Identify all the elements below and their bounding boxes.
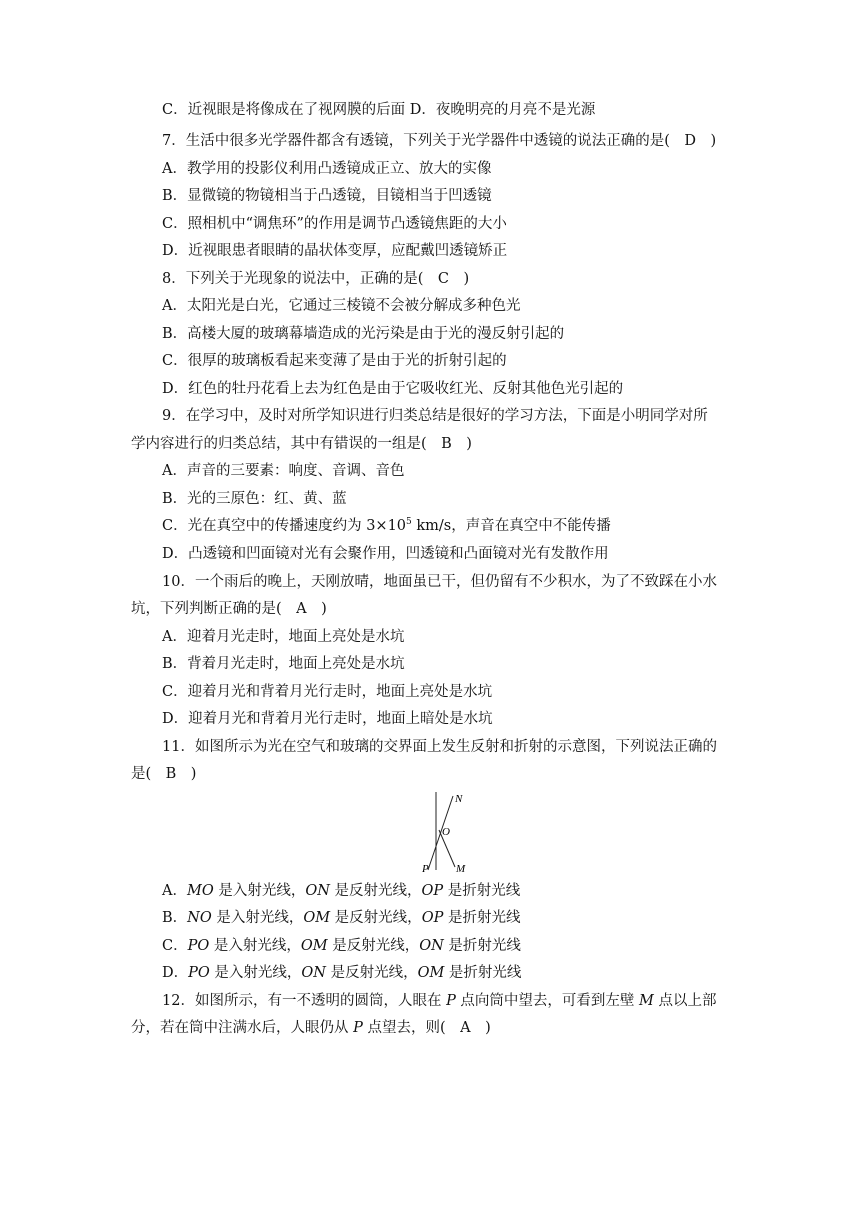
q10-option-b: B．背着月光走时，地面上亮处是水坑 [162, 656, 405, 672]
ray-name: OM [417, 965, 445, 981]
reflection-refraction-diagram [408, 790, 488, 874]
ray-name: PO [188, 965, 210, 981]
option-prefix: D． [162, 965, 189, 981]
option-text: 是入射光线， [209, 938, 301, 954]
q8-option-d: D．红色的牡丹花看上去为红色是由于它吸收红光、反射其他色光引起的 [162, 381, 624, 397]
point-label: M [639, 993, 654, 1009]
option-text: 是入射光线， [213, 883, 306, 899]
q11-option-d [162, 963, 521, 983]
option-text: 是折射光线 [443, 883, 521, 899]
label-n: N [455, 793, 463, 805]
label-p: P [422, 863, 429, 874]
option-text: 是入射光线， [209, 965, 302, 981]
q9-option-a: A．声音的三要素：响度、音调、音色 [162, 463, 405, 479]
q10-option-a: A．迎着月光走时，地面上亮处是水坑 [162, 629, 405, 645]
q10-stem-line1: 10．一个雨后的晚上，天刚放晴，地面虽已干，但仍留有不少积水，为了不致踩在小水 [162, 574, 717, 590]
option-text: 是入射光线， [211, 910, 304, 926]
q11-stem-line2: 是( B ) [131, 766, 197, 782]
ray-name: OM [300, 938, 328, 954]
q8-option-c: C．很厚的玻璃板看起来变薄了是由于光的折射引起的 [162, 353, 507, 369]
option-prefix: B． [162, 910, 188, 926]
q8-option-b: B．高楼大厦的玻璃幕墙造成的光污染是由于光的漫反射引起的 [162, 326, 565, 342]
q10-stem-line2: 坑，下列判断正确的是( A ) [131, 601, 327, 617]
q8-option-a: A．太阳光是白光，它通过三棱镜不会被分解成多种色光 [162, 298, 521, 314]
option-prefix: C． [162, 938, 188, 954]
q8-stem: 8．下列关于光现象的说法中，正确的是( C ) [162, 271, 470, 287]
option-text: 是反射光线， [327, 938, 420, 954]
ray-name: OP [421, 910, 444, 926]
q6-option-c-d: C．近视眼是将像成在了视网膜的后面 D．夜晚明亮的月亮不是光源 [162, 102, 596, 118]
q7-option-d: D．近视眼患者眼睛的晶状体变厚，应配戴凹透镜矫正 [162, 243, 508, 259]
q10-option-c: C．迎着月光和背着月光行走时，地面上亮处是水坑 [162, 684, 493, 700]
ray-name: ON [419, 938, 444, 954]
ray-name: OM [303, 910, 331, 926]
ray-name: OP [421, 883, 444, 899]
q12-text: 点望去，则( A ) [362, 1020, 491, 1036]
q11-option-b [162, 908, 520, 928]
label-m: M [456, 863, 466, 874]
q9-option-b: B．光的三原色：红、黄、蓝 [162, 491, 347, 507]
q12-stem-line2 [131, 1018, 491, 1038]
q12-text: 分，若在筒中注满水后，人眼仍从 [131, 1020, 354, 1036]
option-text: 是反射光线， [329, 883, 422, 899]
q11-stem-line1: 11．如图所示为光在空气和玻璃的交界面上发生反射和折射的示意图，下列说法正确的 [162, 739, 717, 755]
q12-stem-line1 [162, 991, 717, 1011]
q7-option-a: A．教学用的投影仪利用凸透镜成正立、放大的实像 [162, 161, 492, 177]
q12-text: 点以上部 [653, 993, 717, 1009]
q9-option-c-part2: km/s，声音在真空中不能传播 [411, 518, 611, 534]
option-text: 是折射光线 [443, 910, 521, 926]
q9-stem-line1: 9．在学习中，及时对所学知识进行归类总结是很好的学习方法，下面是小明同学对所 [162, 408, 708, 424]
option-prefix: A． [162, 883, 187, 899]
q9-option-c-part1: C．光在真空中的传播速度约为 3×10 [162, 518, 407, 534]
q9-stem-line2: 学内容进行的归类总结，其中有错误的一组是( B ) [131, 436, 472, 452]
ray-name: ON [305, 883, 330, 899]
q9-option-c-exponent: 5 [406, 517, 412, 528]
q7-option-c: C．照相机中“调焦环”的作用是调节凸透镜焦距的大小 [162, 216, 507, 232]
point-label: P [446, 993, 456, 1009]
option-text: 是折射光线 [444, 965, 522, 981]
ray-name: NO [187, 910, 212, 926]
q12-text: 点向筒中望去，可看到左壁 [455, 993, 640, 1009]
point-label: P [353, 1020, 363, 1036]
q9-option-d: D．凸透镜和凹面镜对光有会聚作用，凹透镜和凸面镜对光有发散作用 [162, 546, 609, 562]
q7-stem: 7．生活中很多光学器件都含有透镜，下列关于光学器件中透镜的说法正确的是( D ) [162, 133, 717, 149]
label-o: O [442, 826, 450, 838]
q7-option-b: B．显微镜的物镜相当于凸透镜，目镜相当于凹透镜 [162, 188, 492, 204]
ray-name: PO [187, 938, 210, 954]
q11-option-a [162, 881, 520, 901]
option-text: 是反射光线， [325, 965, 418, 981]
ray-name: MO [186, 883, 214, 899]
q10-option-d: D．迎着月光和背着月光行走时，地面上暗处是水坑 [162, 711, 493, 727]
q9-option-c [162, 516, 611, 536]
option-text: 是反射光线， [330, 910, 422, 926]
option-text: 是折射光线 [443, 938, 521, 954]
q12-text: 12．如图所示，有一不透明的圆筒，人眼在 [162, 993, 447, 1009]
q11-option-c [162, 936, 521, 956]
ray-name: ON [301, 965, 326, 981]
